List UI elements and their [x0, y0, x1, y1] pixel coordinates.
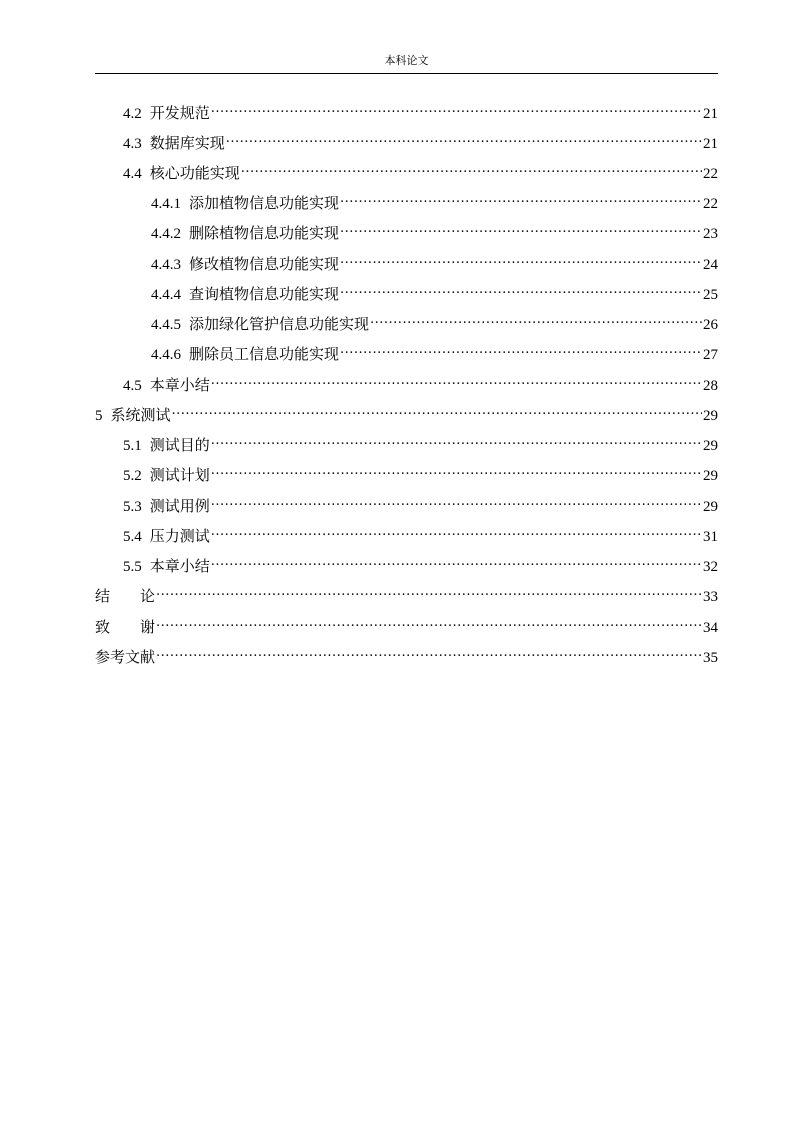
toc-leader	[241, 156, 702, 178]
toc-entry[interactable]	[123, 428, 718, 454]
toc-title: 系统测试	[110, 406, 171, 424]
toc-title: 致 谢	[95, 618, 156, 636]
toc-page-number: 35	[703, 650, 718, 666]
toc-number: 5	[95, 408, 103, 424]
toc-number: 4.4.4	[151, 287, 181, 303]
header-title: 本科论文	[384, 54, 429, 67]
toc-page-number: 21	[703, 136, 718, 152]
toc-page-number: 29	[703, 499, 718, 515]
toc-number: 4.4.3	[151, 257, 181, 273]
toc-leader	[211, 549, 702, 571]
toc-page-number: 29	[703, 408, 718, 424]
toc-entry[interactable]	[151, 247, 718, 273]
toc-page-number: 24	[703, 257, 718, 273]
toc-leader	[211, 489, 702, 511]
toc-page-number: 22	[703, 196, 718, 212]
toc-leader	[211, 519, 702, 541]
toc-leader	[211, 96, 702, 118]
toc-entry[interactable]	[123, 156, 718, 182]
toc-leader	[172, 398, 702, 420]
toc-leader	[156, 610, 702, 632]
toc-entry[interactable]	[95, 579, 718, 605]
toc-number: 4.3	[123, 136, 142, 152]
page-header	[95, 52, 718, 74]
toc-number: 4.4.1	[151, 196, 181, 212]
toc-number: 5.3	[123, 499, 142, 515]
toc-page-number: 29	[703, 438, 718, 454]
toc-leader	[211, 458, 702, 480]
toc-title: 本章小结	[149, 376, 210, 394]
toc-title: 修改植物信息功能实现	[189, 255, 340, 273]
toc-number: 5.5	[123, 559, 142, 575]
toc-page-number: 33	[703, 589, 718, 605]
toc-leader	[340, 247, 702, 269]
toc-entry[interactable]	[151, 186, 718, 212]
toc-page-number: 28	[703, 378, 718, 394]
toc-page-number: 23	[703, 226, 718, 242]
toc-entry[interactable]	[151, 277, 718, 303]
toc-number: 4.5	[123, 378, 142, 394]
toc-entry[interactable]	[95, 640, 718, 666]
toc-title: 压力测试	[149, 527, 210, 545]
toc-entry[interactable]	[151, 337, 718, 363]
toc-entry[interactable]	[123, 96, 718, 122]
toc-entry[interactable]	[123, 368, 718, 394]
toc-entry[interactable]	[123, 519, 718, 545]
toc-number: 4.4.6	[151, 347, 181, 363]
toc-entry[interactable]	[95, 398, 718, 424]
toc-page-number: 22	[703, 166, 718, 182]
toc-page-number: 29	[703, 468, 718, 484]
toc-leader	[370, 307, 702, 329]
toc-title: 测试目的	[149, 436, 210, 454]
toc-page-number: 34	[703, 620, 718, 636]
toc-title: 本章小结	[149, 557, 210, 575]
toc-leader	[340, 337, 702, 359]
toc-page-number: 32	[703, 559, 718, 575]
toc-page-number: 21	[703, 106, 718, 122]
toc-page-number: 27	[703, 347, 718, 363]
toc-title: 参考文献	[95, 648, 156, 666]
toc-number: 4.4.2	[151, 226, 181, 242]
toc-page-number: 31	[703, 529, 718, 545]
toc-number: 4.2	[123, 106, 142, 122]
toc-leader	[340, 186, 702, 208]
toc-entry[interactable]	[123, 458, 718, 484]
toc-leader	[340, 216, 702, 238]
toc-leader	[226, 126, 702, 148]
toc-page-number: 26	[703, 317, 718, 333]
toc-title: 结 论	[95, 587, 156, 605]
toc-title: 数据库实现	[149, 134, 225, 152]
toc-entry[interactable]	[123, 489, 718, 515]
toc-leader	[340, 277, 702, 299]
toc-title: 删除植物信息功能实现	[189, 224, 340, 242]
toc-leader	[211, 428, 702, 450]
toc-title: 删除员工信息功能实现	[189, 345, 340, 363]
toc-page-number: 25	[703, 287, 718, 303]
toc-leader	[156, 579, 702, 601]
toc-entry[interactable]	[151, 307, 718, 333]
toc-entry[interactable]	[123, 126, 718, 152]
toc-number: 5.1	[123, 438, 142, 454]
toc-title: 测试用例	[149, 497, 210, 515]
toc-leader	[156, 640, 702, 662]
toc-number: 5.4	[123, 529, 142, 545]
toc-title: 核心功能实现	[149, 164, 240, 182]
toc-title: 查询植物信息功能实现	[189, 285, 340, 303]
toc-title: 添加绿化管护信息功能实现	[189, 315, 370, 333]
toc-number: 4.4.5	[151, 317, 181, 333]
toc-entry[interactable]	[95, 610, 718, 636]
toc-title: 测试计划	[149, 466, 210, 484]
toc-title: 开发规范	[149, 104, 210, 122]
toc-number: 5.2	[123, 468, 142, 484]
toc-leader	[211, 368, 702, 390]
toc-number: 4.4	[123, 166, 142, 182]
toc-entry[interactable]	[123, 549, 718, 575]
toc-entry[interactable]	[151, 216, 718, 242]
toc-title: 添加植物信息功能实现	[189, 194, 340, 212]
